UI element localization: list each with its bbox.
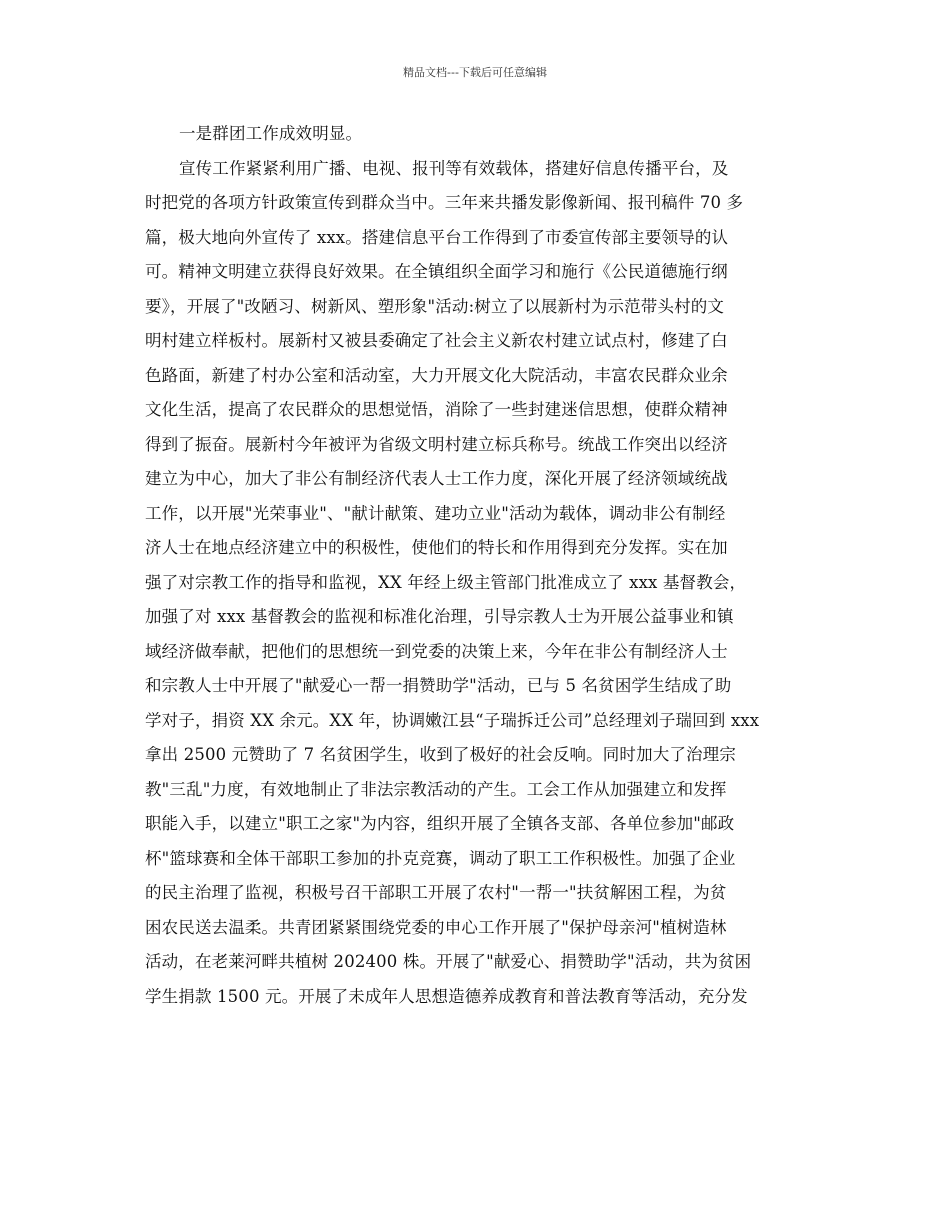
text-line: 域经济做奉献，把他们的思想统一到党委的决策上来，今年在非公有制经济人士: [145, 641, 728, 661]
text-line: 明村建立样板村。展新村又被县委确定了社会主义新农村建立试点村，修建了白: [145, 331, 728, 350]
text-line: 困农民送去温柔。共青团紧紧围绕党委的申心工作开展了"保护母亲河"植树造林: [145, 917, 727, 937]
text-line: 职能入手，以建立"职工之家"为内容，组织开展了全镇各支部、各单位参加"邮政: [145, 814, 735, 833]
text-line: 和宗教人士中开展了"献爱心一帮一捐赞助学"活动，已与 5 名贫困学生结成了助: [145, 676, 732, 695]
text-line: 建立为中心，加大了非公有制经济代表人士工作力度，深化开展了经济领域统战: [145, 469, 728, 488]
text-line: 一是群团工作成效明显。: [179, 124, 363, 143]
page-header: 精品文档---下载后可任意编辑: [403, 66, 547, 79]
text-line: 宣传工作紧紧利用广播、电视、报刊等有效载体，搭建好信息传播平台，及: [179, 158, 729, 178]
text-line: 篇，极大地向外宣传了 xxx。搭建信息平台工作得到了市委宣传部主要领导的认: [145, 227, 729, 247]
text-line: 工作，以开展"光荣事业"、"献计献策、建功立业"活动为载体，调动非公有制经: [145, 503, 726, 523]
text-line: 学对子，捐资 XX 余元。XX 年，协调嫩江县“子瑞拆迁公司”总经理刘子瑞回到 xxx: [145, 710, 760, 730]
text-line: 学生捐款 1500 元。开展了未成年人思想造德养成教育和普法教育等活动，充分发: [145, 986, 748, 1006]
text-line: 的民主治理了监视，积极号召干部职工开展了农村"一帮一"扶贫解困工程，为贫: [145, 883, 727, 902]
text-line: 加强了对 xxx 基督教会的监视和标准化治理，引导宗教人士为开展公益事业和镇: [145, 607, 734, 626]
text-line: 文化生活，提高了农民群众的思想觉悟，消除了一些封建迷信思想，使群众精神: [145, 400, 728, 419]
text-line: 可。精神文明建立获得良好效果。在全镇组织全面学习和施行《公民道德施行纲: [145, 262, 728, 281]
text-line: 活动，在老莱河畔共植树 202400 株。开展了"献爱心、捐赞助学"活动，共为贫困: [145, 952, 752, 971]
document-body: [145, 117, 805, 1014]
text-line: 得到了振奋。展新村今年被评为省级文明村建立标兵称号。统战工作突出以经济: [145, 434, 728, 454]
text-line: 强了对宗教工作的指导和监视，XX 年经上级主管部门批准成立了 xxx 基督教会，: [145, 572, 747, 592]
text-line: 教"三乱"力度，有效地制止了非法宗教活动的产生。工会工作从加强建立和发挥: [145, 779, 727, 799]
text-line: 杯"篮球赛和全体干部职工参加的扑克竞赛，调动了职工工作积极性。加强了企业: [145, 848, 736, 868]
text-line: 拿出 2500 元赞助了 7 名贫困学生，收到了极好的社会反响。同时加大了治理宗: [145, 745, 736, 764]
text-line: 色路面，新建了村办公室和活动室，大力开展文化大院活动，丰富农民群众业余: [145, 365, 728, 385]
text-line: 要》，开展了"改陋习、树新风、塑形象"活动:树立了以展新村为示范带头村的文: [145, 296, 725, 316]
text-line: 时把党的各项方针政策宣传到群众当中。三年来共播发影像新闻、报刊稿件 70 多: [145, 193, 744, 212]
text-line: 济人士在地点经济建立中的积极性，使他们的特长和作用得到充分发挥。实在加: [145, 538, 728, 557]
